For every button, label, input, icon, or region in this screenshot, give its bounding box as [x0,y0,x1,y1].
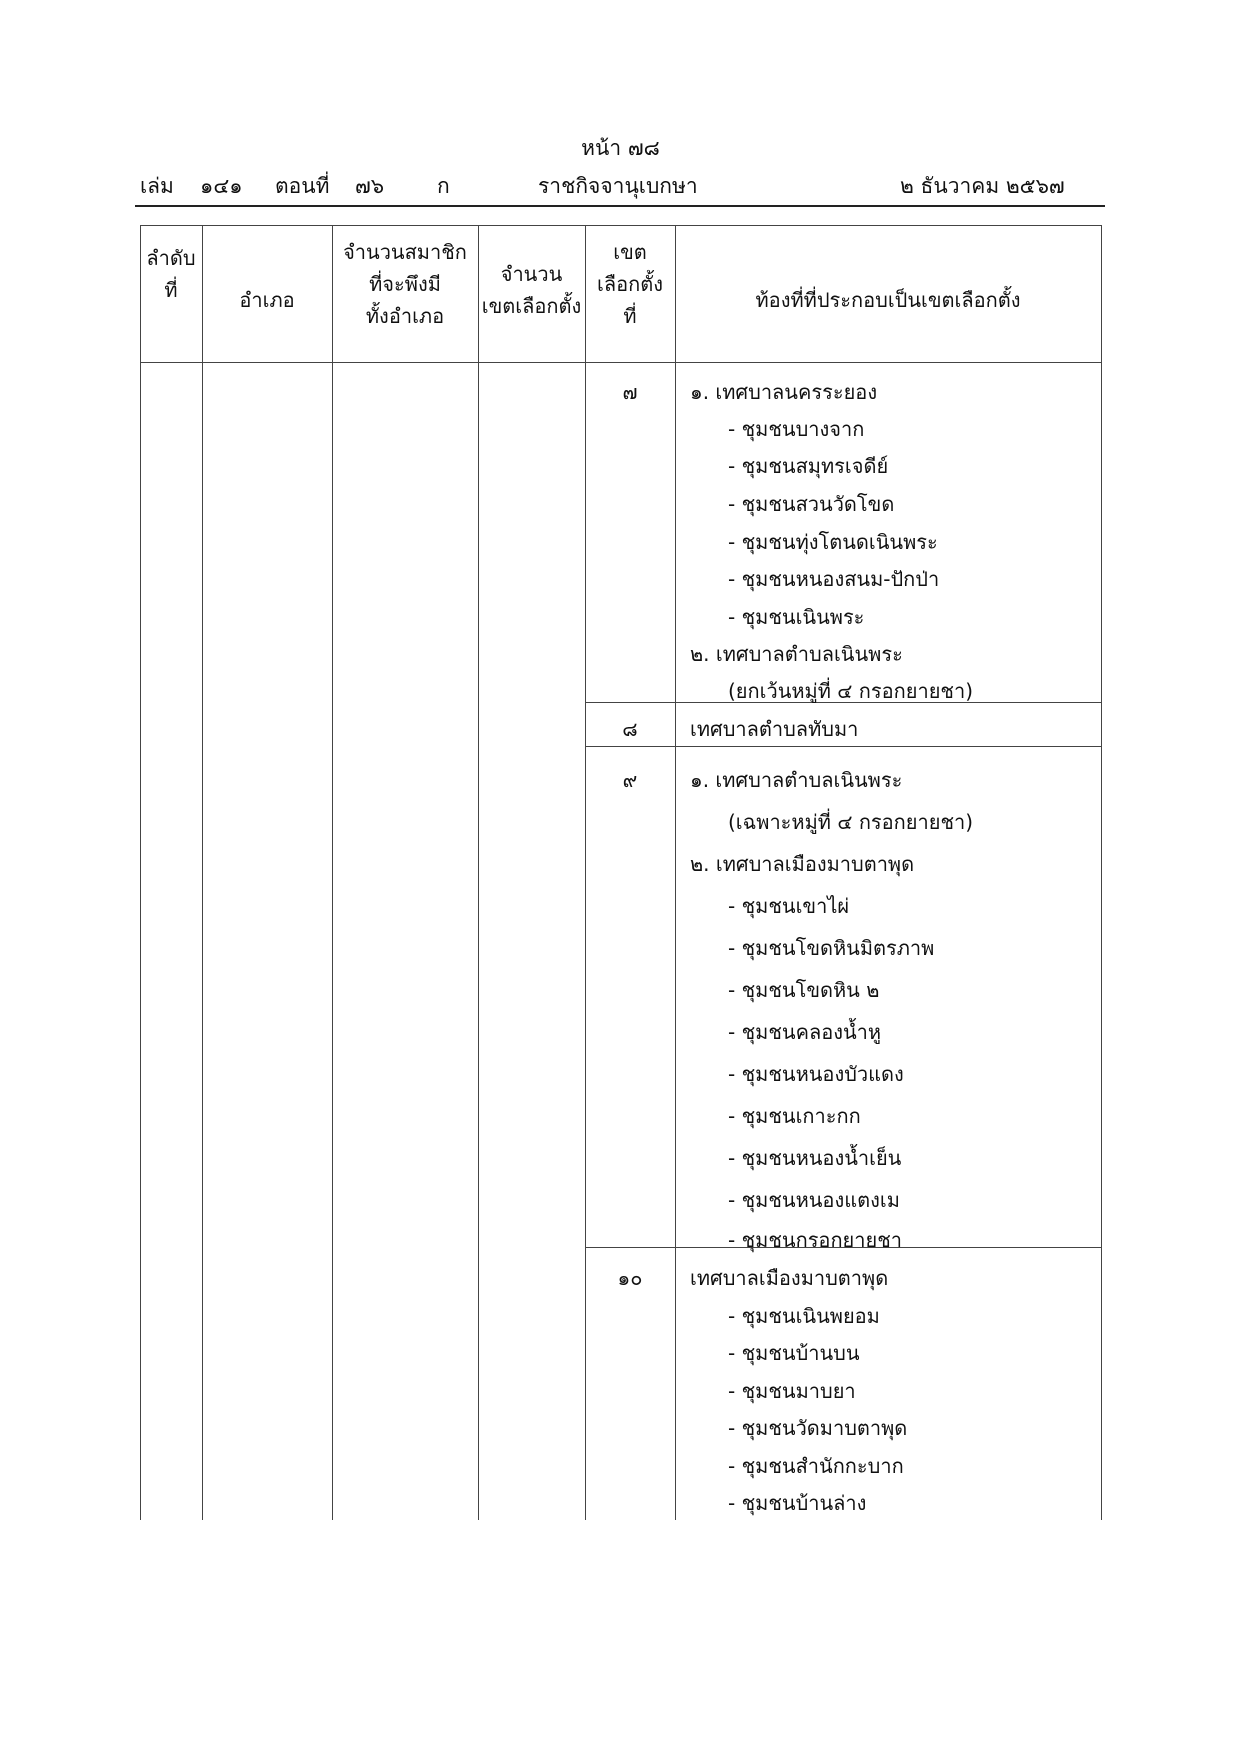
column-header-zone-no [585,236,675,332]
area-line: ๒. เทศบาลเมืองมาบตาพุด [690,852,915,876]
area-line: - ชุมชนเนินพระ [728,605,865,629]
area-line: - ชุมชนเขาไผ่ [728,894,850,918]
header-text: ที่ [623,304,637,328]
header-text: เขตเลือกตั้ง [481,294,582,318]
area-line: - ชุมชนบ้านล่าง [728,1491,867,1515]
column-divider [202,225,203,1520]
publication-title: ราชกิจจานุเบกษา [538,174,698,198]
area-line: - ชุมชนโขดหิน ๒ [728,978,880,1002]
zone-number: ๗ [622,380,638,404]
area-line: - ชุมชนสมุทรเจดีย์ [728,454,889,478]
area-line: - ชุมชนสวนวัดโขด [728,492,895,516]
area-line: - ชุมชนกรอกยายชา [728,1228,903,1252]
area-line: (เฉพาะหมู่ที่ ๔ กรอกยายชา) [728,810,974,834]
column-divider [585,225,586,1520]
column-header-areas: ท้องที่ที่ประกอบเป็นเขตเลือกตั้ง [755,288,1021,312]
publication-date: ๒ ธันวาคม ๒๕๖๗ [900,174,1065,198]
volume-label: เล่ม [140,174,174,198]
area-line: - ชุมชนสำนักกะบาก [728,1454,904,1478]
header-text: เขต [613,240,647,264]
area-line: - ชุมชนคลองน้ำหู [728,1020,882,1044]
table-top-border [140,225,1102,226]
column-header-zones-count [478,258,585,322]
column-divider [332,225,333,1520]
zone-number: ๑๐ [617,1266,643,1290]
area-line: - ชุมชนบางจาก [728,417,865,441]
column-header-district: อำเภอ [239,288,295,312]
table-header-bottom-border [140,362,1102,363]
column-header-order [140,242,202,306]
header-text: ทั้งอำเภอ [365,304,445,328]
issue-number: ๗๖ [355,174,385,198]
header-text: ลำดับ [146,246,196,270]
area-line: - ชุมชนหนองสนม-ปักป่า [728,567,940,591]
area-line: - ชุมชนมาบยา [728,1379,856,1403]
section-letter: ก [437,174,450,198]
area-line: - ชุมชนบ้านบน [728,1341,860,1365]
volume-number: ๑๔๑ [200,174,243,198]
area-line: - ชุมชนเกาะกก [728,1104,861,1128]
area-line: - ชุมชนทุ่งโตนดเนินพระ [728,530,938,554]
header-rule [135,205,1105,207]
area-line: - ชุมชนหนองน้ำเย็น [728,1146,902,1170]
area-line: - ชุมชนเนินพยอม [728,1304,880,1328]
area-line: ๑. เทศบาลนครระยอง [690,380,878,404]
area-line: เทศบาลตำบลทับมา [690,717,859,741]
area-line: - ชุมชนหนองแตงเม [728,1188,900,1212]
issue-label: ตอนที่ [275,174,330,198]
area-line: - ชุมชนหนองบัวแดง [728,1062,904,1086]
zone-number: ๙ [622,768,638,792]
header-text: จำนวนสมาชิก [343,240,467,264]
area-line: (ยกเว้นหมู่ที่ ๔ กรอกยายชา) [728,679,974,703]
area-line: ๒. เทศบาลตำบลเนินพระ [690,642,903,666]
header-text: เลือกตั้ง [597,272,663,296]
page-number: หน้า ๗๘ [581,136,660,160]
header-text: ที่ [164,278,178,302]
column-header-members [332,236,478,332]
area-line: เทศบาลเมืองมาบตาพุด [690,1266,889,1290]
area-line: ๑. เทศบาลตำบลเนินพระ [690,768,903,792]
area-line: - ชุมชนวัดมาบตาพุด [728,1416,908,1440]
header-text: จำนวน [500,262,563,286]
column-divider [1101,225,1102,1520]
column-divider [478,225,479,1520]
column-divider [675,225,676,1520]
header-text: ที่จะพึงมี [369,272,441,296]
zone-number: ๘ [622,717,638,741]
area-line: - ชุมชนโขดหินมิตรภาพ [728,936,935,960]
zone-row-separator [585,746,1102,747]
column-divider [140,225,141,1520]
